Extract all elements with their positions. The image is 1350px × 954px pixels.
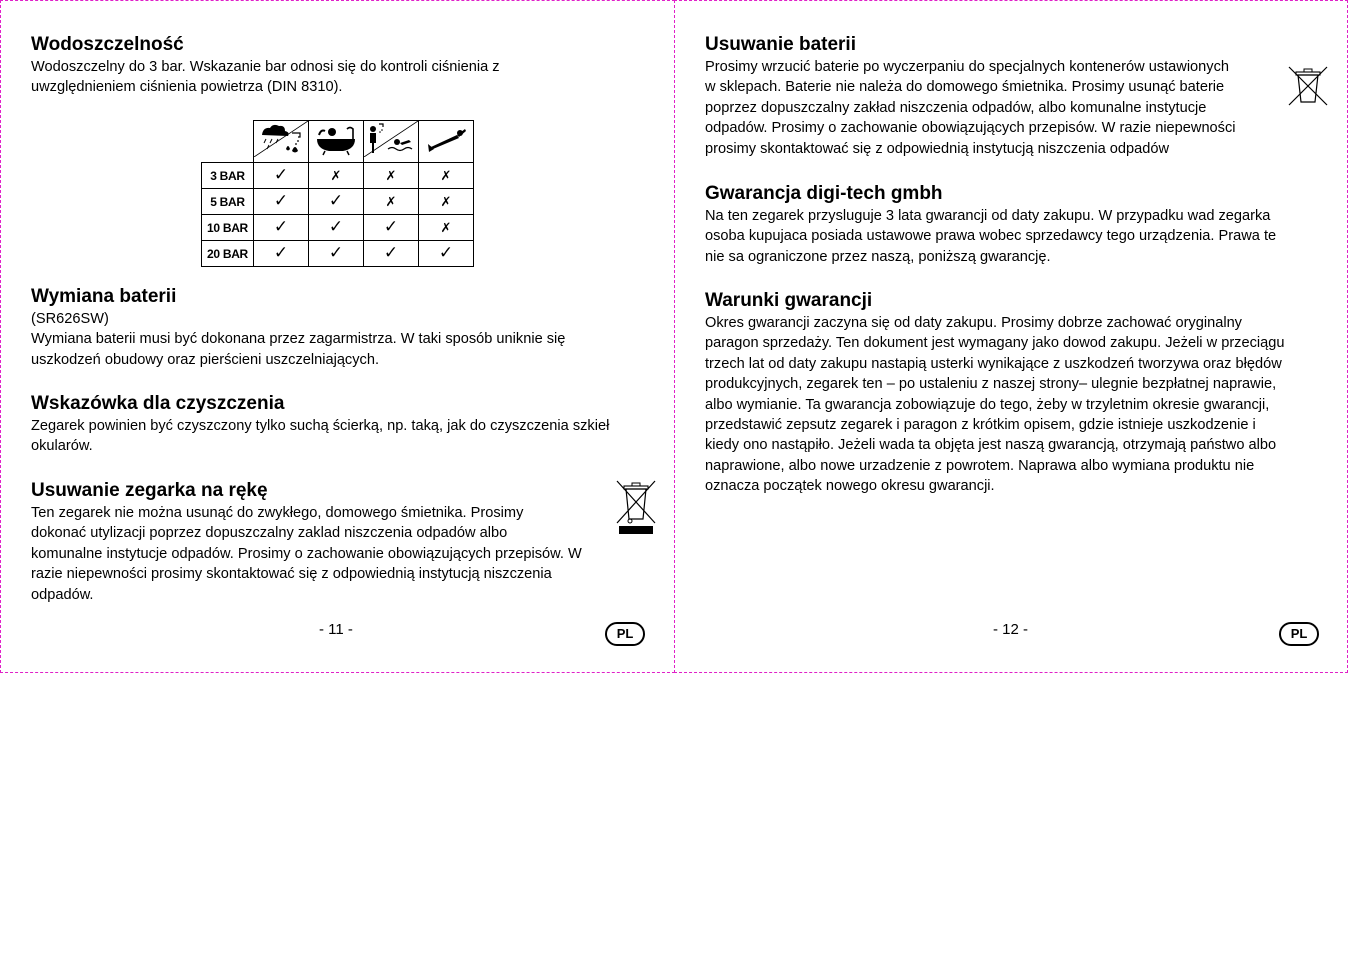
check-mark: ✓ <box>309 189 364 215</box>
check-mark: ✓ <box>364 215 419 241</box>
warranty-text-line-1: Na ten zegarek przysluguje 3 lata gwarancji od daty zakupu. W przypadku wad zegarka <box>705 208 1271 224</box>
check-mark: ✓ <box>254 215 309 241</box>
cross-mark: ✗ <box>419 163 474 189</box>
section-warranty-conditions <box>705 290 1284 497</box>
water-text-line-1: Wodoszczelny do 3 bar. Wskazanie bar odnosi się do kontroli ciśnienia z <box>31 59 500 75</box>
check-mark: ✓ <box>254 163 309 189</box>
battery-text-line-1: Wymiana baterii musi być dokonana przez zagarmistrza. W taki sposób uniknie się <box>31 331 566 348</box>
row-label: 3 BAR <box>202 163 254 189</box>
battery-model: (SR626SW) <box>31 311 109 327</box>
table-row <box>202 163 474 189</box>
disposal-text-line-5: odpadów. <box>31 586 94 603</box>
section-watch-disposal <box>31 480 582 605</box>
conditions-text-line-8: naprawione, albo nowe urzadzenie z powrotem. Naprawa albo wymiana produktu nie <box>705 457 1255 474</box>
heading-battery-replacement: Wymiana baterii <box>31 286 177 307</box>
page-number: - 11 - <box>319 621 353 638</box>
cleaning-text-line-1: Zegarek powinien być czyszczony tylko suchą ścierką, np. taką, jak do czyszczenia szkieł <box>31 418 610 434</box>
row-label: 5 BAR <box>202 189 254 215</box>
cross-mark: ✗ <box>419 189 474 215</box>
heading-cleaning: Wskazówka dla czyszczenia <box>31 393 285 414</box>
cleaning-text-line-2: okularów. <box>31 438 93 455</box>
check-mark: ✓ <box>309 241 364 267</box>
cross-mark: ✗ <box>364 163 419 189</box>
conditions-text-line-1: Okres gwarancji zaczyna się od daty zakupu. Prosimy dobrze zachować oryginalny <box>705 315 1242 331</box>
page-number: - 12 - <box>993 621 1029 638</box>
bath-icon <box>309 121 364 163</box>
warranty-text-line-2: osoba kupujaca posiada ustawowe prawa wobec sprzedawcy tego urządzenia. Prawa te <box>705 228 1277 245</box>
section-battery-replacement <box>31 286 565 370</box>
conditions-text-line-6: przedstawić zepsutz zegarek i paragon z krótkim opisem, gdzie istnieje uszkodzenie i <box>705 417 1256 434</box>
water-text-line-2: uwzględnieniem ciśnienia powietrza (DIN 8310). <box>31 79 343 96</box>
heading-watch-disposal: Usuwanie zegarka na rękę <box>31 480 268 501</box>
battery-disposal-line-5: prosimy skontaktować się z odpowiednią instytucją niszczenia odpadów <box>705 140 1169 157</box>
section-battery-disposal <box>705 34 1236 159</box>
heading-battery-disposal: Usuwanie baterii <box>705 34 856 55</box>
check-mark: ✓ <box>254 241 309 267</box>
disposal-text-line-2: dokonać utylizacji poprzez dopuszczalny zaklad niszczenia odpadów albo <box>31 525 508 542</box>
heading-warranty: Gwarancja digi-tech gmbh <box>705 183 943 204</box>
conditions-text-line-2: paragon sprzedaży. Ten dokument jest wymagany jako dowod zakupu. Jeżeli w przeciągu <box>705 335 1285 352</box>
section-warranty <box>705 183 1276 267</box>
warranty-text-line-3: nie sa ograniczone przez naszą, poniższą gwarancję. <box>705 248 1051 265</box>
disposal-text-line-1: Ten zegarek nie można usunąć do zwykłego, domowego śmietnika. Prosimy <box>31 505 524 521</box>
section-cleaning <box>31 393 609 457</box>
battery-disposal-line-3: poprzez dopuszczalny zakład niszczenia odpadów, albo komunalne instytucje <box>705 99 1207 116</box>
row-label: 10 BAR <box>202 215 254 241</box>
water-resistance-table <box>201 120 474 267</box>
table-row <box>202 215 474 241</box>
cross-mark: ✗ <box>419 215 474 241</box>
battery-disposal-line-1: Prosimy wrzucić baterie po wyczerpaniu do specjalnych kontenerów ustawionych <box>705 59 1229 75</box>
check-mark: ✓ <box>364 241 419 267</box>
battery-text-line-2: uszkodzeń obudowy oraz pierścieni uszczelniających. <box>31 351 379 368</box>
conditions-text-line-9: oznacza początek nowego okresu gwarancji. <box>705 478 995 495</box>
language-badge: PL <box>1279 622 1319 646</box>
conditions-text-line-7: kiedy ono nastąpiło. Jeżeli wada ta objęta jest naszą gwarancją, otrzymają państwo albo <box>705 437 1277 454</box>
heading-water-resistance: Wodoszczelność <box>31 34 184 55</box>
conditions-text-line-3: trzech lat od daty zakupu nastapią usterki wynikające z uszkodzeń tworzywa oraz błędów <box>705 355 1282 372</box>
page-left <box>0 0 675 673</box>
battery-disposal-line-2: w sklepach. Baterie nie należa do domowego śmietnika. Prosimy usunąć baterie <box>705 79 1225 96</box>
table-corner <box>202 121 254 163</box>
battery-disposal-line-4: odpadów. Prosimy o zachowanie obowiązujących przepisów. W razie niepewności <box>705 120 1236 137</box>
row-label: 20 BAR <box>202 241 254 267</box>
rain-splash-icon <box>254 121 309 163</box>
language-badge: PL <box>605 622 645 646</box>
disposal-text-line-4: razie niepewności prosimy skontaktować się z odpowiednią instytucją niszczenia <box>31 566 552 583</box>
table-row <box>202 189 474 215</box>
check-mark: ✓ <box>254 189 309 215</box>
cross-mark: ✗ <box>309 163 364 189</box>
disposal-text-line-3: komunalne instytucje odpadów. Prosimy o zachowanie obowiązujących przepisów. W <box>31 545 582 562</box>
conditions-text-line-4: produkcyjnych, zegarek ten – po ustaleniu z naszej strony– ulegnie bezpłatnej naprawie, <box>705 376 1277 393</box>
crossed-bin-icon <box>615 479 657 542</box>
page-right <box>674 0 1348 673</box>
check-mark: ✓ <box>309 215 364 241</box>
section-water-resistance <box>31 34 500 98</box>
check-mark: ✓ <box>419 241 474 267</box>
table-row <box>202 241 474 267</box>
heading-warranty-conditions: Warunki gwarancji <box>705 290 873 311</box>
cross-mark: ✗ <box>364 189 419 215</box>
conditions-text-line-5: albo wymianie. Ta gwarancja zobowiązuje do tego, żeby w trzyletnim okresie gwarancji, <box>705 396 1270 413</box>
diver-icon <box>419 121 474 163</box>
crossed-bin-icon <box>1287 65 1329 112</box>
shower-swim-icon <box>364 121 419 163</box>
table-icon-row <box>202 121 474 163</box>
